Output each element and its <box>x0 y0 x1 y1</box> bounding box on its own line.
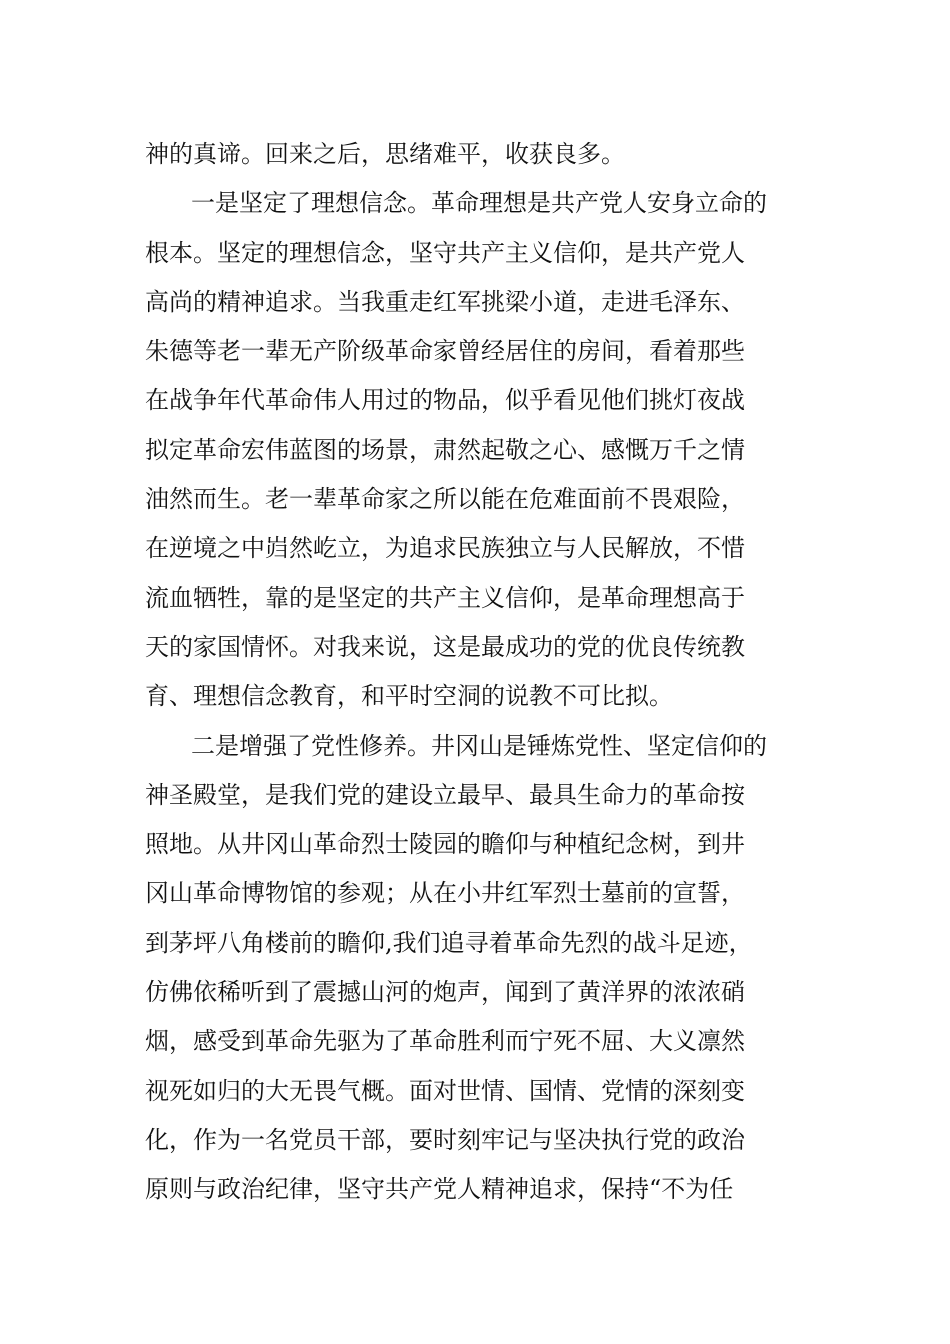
text-line: 拟定革命宏伟蓝图的场景，肃然起敬之心、感慨万千之情 <box>145 435 745 464</box>
text-line: 在逆境之中岿然屹立，为追求民族独立与人民解放，不惜 <box>145 534 745 563</box>
text-line: 化，作为一名党员干部，要时刻牢记与坚决执行党的政治 <box>145 1125 745 1154</box>
text-line: 仿佛依稀听到了震撼山河的炮声，闻到了黄洋界的浓浓硝 <box>145 978 745 1007</box>
text-line: 流血牺牲，靠的是坚定的共产主义信仰，是革命理想高于 <box>145 583 745 612</box>
text-line: 在战争年代革命伟人用过的物品，似乎看见他们挑灯夜战 <box>145 386 745 415</box>
text-line: 神圣殿堂，是我们党的建设立最早、最具生命力的革命按 <box>145 780 745 809</box>
text-line: 到茅坪八角楼前的瞻仰,我们追寻着革命先烈的战斗足迹， <box>145 928 753 957</box>
text-line: 高尚的精神追求。当我重走红军挑梁小道，走进毛泽东、 <box>145 287 745 316</box>
paragraph-start-line: 一是坚定了理想信念。革命理想是共产党人安身立命的 <box>191 189 767 218</box>
text-line: 根本。坚定的理想信念，坚守共产主义信仰，是共产党人 <box>145 238 745 267</box>
paragraph-start-line: 二是增强了党性修养。井冈山是锤炼党性、坚定信仰的 <box>191 731 767 760</box>
text-line: 视死如归的大无畏气概。面对世情、国情、党情的深刻变 <box>145 1076 745 1105</box>
text-line: 烟，感受到革命先驱为了革命胜利而宁死不屈、大义凛然 <box>145 1027 745 1056</box>
text-line: 朱德等老一辈无产阶级革命家曾经居住的房间，看着那些 <box>145 337 745 366</box>
text-line: 天的家国情怀。对我来说，这是最成功的党的优良传统教 <box>145 632 745 661</box>
text-line: 育、理想信念教育，和平时空洞的说教不可比拟。 <box>145 682 673 711</box>
text-line: 冈山革命博物馆的参观；从在小井红军烈士墓前的宣誓， <box>145 879 745 908</box>
body-text <box>145 130 810 1215</box>
text-line: 原则与政治纪律，坚守共产党人精神追求，保持“不为任 <box>145 1175 734 1204</box>
text-line: 照地。从井冈山革命烈士陵园的瞻仰与种植纪念树，到井 <box>145 830 745 859</box>
text-line: 神的真谛。回来之后，思绪难平，收获良多。 <box>145 140 625 168</box>
text-line: 油然而生。老一辈革命家之所以能在危难面前不畏艰险， <box>145 485 745 514</box>
